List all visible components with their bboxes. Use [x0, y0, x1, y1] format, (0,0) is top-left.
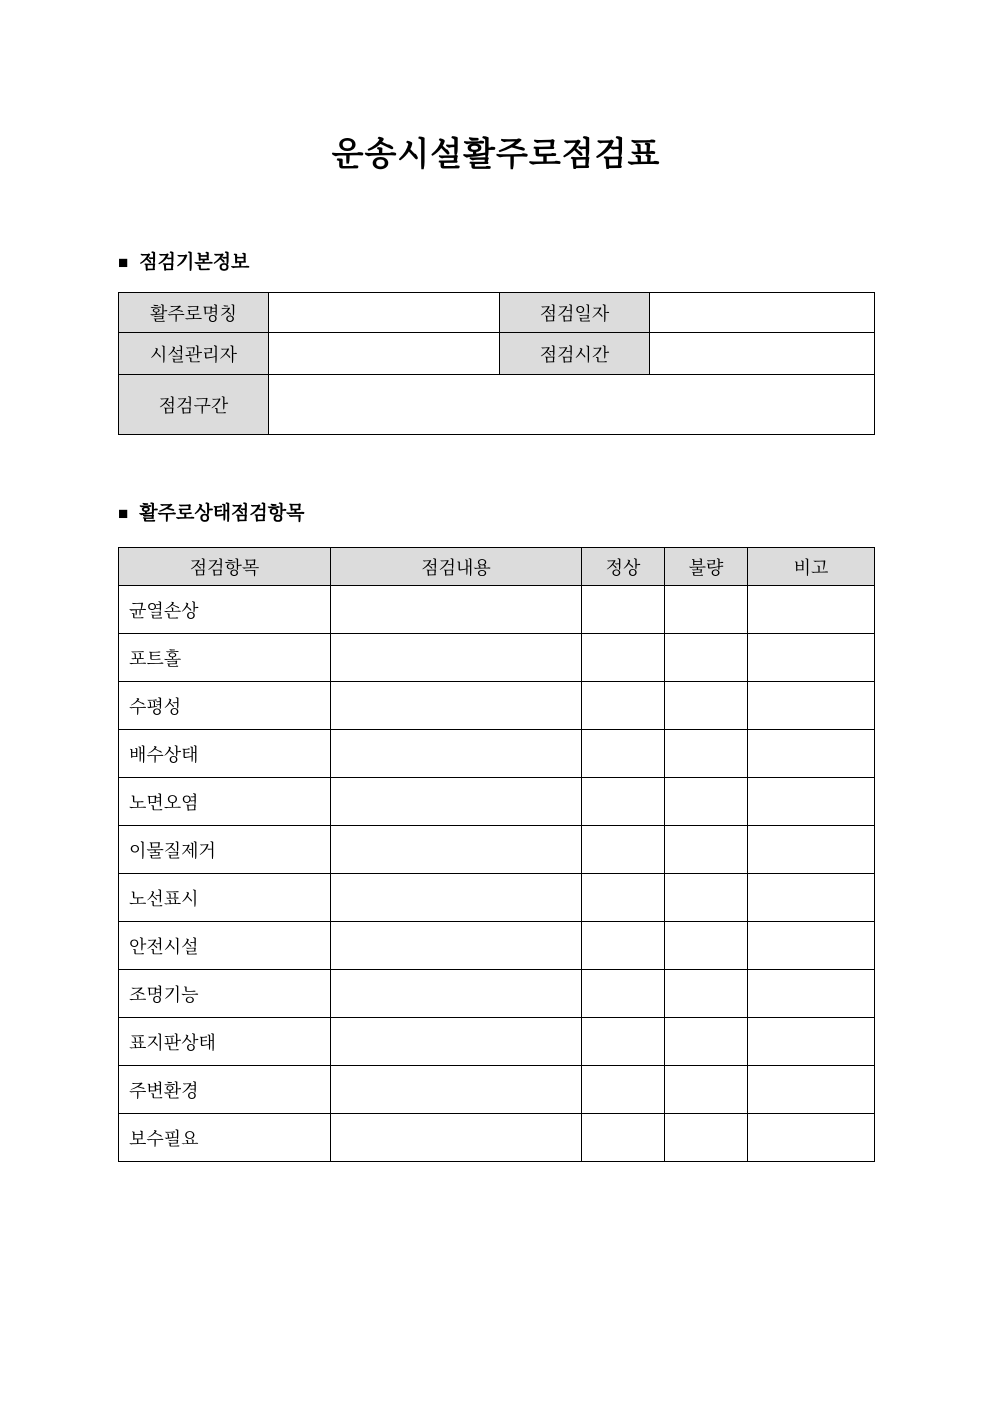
inspection-section-label: 점검구간 [119, 375, 269, 435]
note-cell [748, 874, 875, 922]
section-heading-label: 활주로상태점검항목 [139, 503, 305, 524]
normal-cell [582, 634, 665, 682]
defect-cell [665, 778, 748, 826]
content-cell [331, 778, 582, 826]
item-label: 주변환경 [119, 1066, 331, 1114]
section-heading-label: 점검기본정보 [139, 252, 250, 273]
inspection-row [119, 826, 875, 874]
section-bullet-square-icon: ■ [118, 253, 129, 272]
basic-info-row [119, 333, 875, 375]
defect-cell [665, 586, 748, 634]
note-cell [748, 1018, 875, 1066]
note-cell [748, 682, 875, 730]
item-label: 이물질제거 [119, 826, 331, 874]
defect-cell [665, 1066, 748, 1114]
inspection-date-label: 점검일자 [500, 293, 650, 333]
content-cell [331, 730, 582, 778]
item-label: 보수필요 [119, 1114, 331, 1162]
inspection-date-value-cell [650, 293, 875, 333]
normal-cell [582, 1114, 665, 1162]
note-cell [748, 826, 875, 874]
defect-cell [665, 874, 748, 922]
normal-cell [582, 778, 665, 826]
normal-cell [582, 1018, 665, 1066]
content-cell [331, 970, 582, 1018]
note-cell [748, 586, 875, 634]
basic-info-row [119, 293, 875, 333]
defect-cell [665, 1018, 748, 1066]
header-note: 비고 [748, 548, 875, 586]
content-cell [331, 922, 582, 970]
header-normal: 정상 [582, 548, 665, 586]
normal-cell [582, 922, 665, 970]
note-cell [748, 970, 875, 1018]
normal-cell [582, 826, 665, 874]
page-title: 운송시설활주로점검표 [331, 135, 661, 172]
section-heading-inspection-items [118, 503, 874, 525]
basic-info-row [119, 375, 875, 435]
note-cell [748, 922, 875, 970]
content-cell [331, 634, 582, 682]
normal-cell [582, 970, 665, 1018]
item-label: 균열손상 [119, 586, 331, 634]
basic-info-table [118, 292, 875, 435]
inspection-row [119, 922, 875, 970]
defect-cell [665, 1114, 748, 1162]
content-cell [331, 682, 582, 730]
section-heading-basic-info [118, 252, 874, 274]
inspection-row [119, 1114, 875, 1162]
defect-cell [665, 826, 748, 874]
content-cell [331, 826, 582, 874]
item-label: 노면오염 [119, 778, 331, 826]
normal-cell [582, 1066, 665, 1114]
facility-manager-value-cell [269, 333, 500, 375]
defect-cell [665, 634, 748, 682]
inspection-row [119, 1066, 875, 1114]
inspection-section-value-cell [269, 375, 875, 435]
normal-cell [582, 586, 665, 634]
note-cell [748, 778, 875, 826]
defect-cell [665, 682, 748, 730]
inspection-row [119, 682, 875, 730]
content-cell [331, 1114, 582, 1162]
inspection-table [118, 547, 875, 1162]
note-cell [748, 634, 875, 682]
runway-name-value-cell [269, 293, 500, 333]
item-label: 노선표시 [119, 874, 331, 922]
facility-manager-label: 시설관리자 [119, 333, 269, 375]
section-bullet-square-icon: ■ [118, 504, 129, 523]
item-label: 안전시설 [119, 922, 331, 970]
defect-cell [665, 970, 748, 1018]
note-cell [748, 1114, 875, 1162]
inspection-header-row [119, 548, 875, 586]
normal-cell [582, 730, 665, 778]
note-cell [748, 1066, 875, 1114]
content-cell [331, 586, 582, 634]
inspection-row [119, 874, 875, 922]
item-label: 배수상태 [119, 730, 331, 778]
content-cell [331, 1018, 582, 1066]
inspection-row [119, 730, 875, 778]
header-defect: 불량 [665, 548, 748, 586]
inspection-row [119, 586, 875, 634]
inspection-row [119, 1018, 875, 1066]
item-label: 포트홀 [119, 634, 331, 682]
defect-cell [665, 730, 748, 778]
item-label: 조명기능 [119, 970, 331, 1018]
normal-cell [582, 874, 665, 922]
normal-cell [582, 682, 665, 730]
content-cell [331, 1066, 582, 1114]
runway-name-label: 활주로명칭 [119, 293, 269, 333]
inspection-time-value-cell [650, 333, 875, 375]
inspection-row [119, 970, 875, 1018]
inspection-row [119, 634, 875, 682]
header-content: 점검내용 [331, 548, 582, 586]
item-label: 표지판상태 [119, 1018, 331, 1066]
note-cell [748, 730, 875, 778]
header-item: 점검항목 [119, 548, 331, 586]
defect-cell [665, 922, 748, 970]
inspection-time-label: 점검시간 [500, 333, 650, 375]
item-label: 수평성 [119, 682, 331, 730]
inspection-row [119, 778, 875, 826]
content-cell [331, 874, 582, 922]
